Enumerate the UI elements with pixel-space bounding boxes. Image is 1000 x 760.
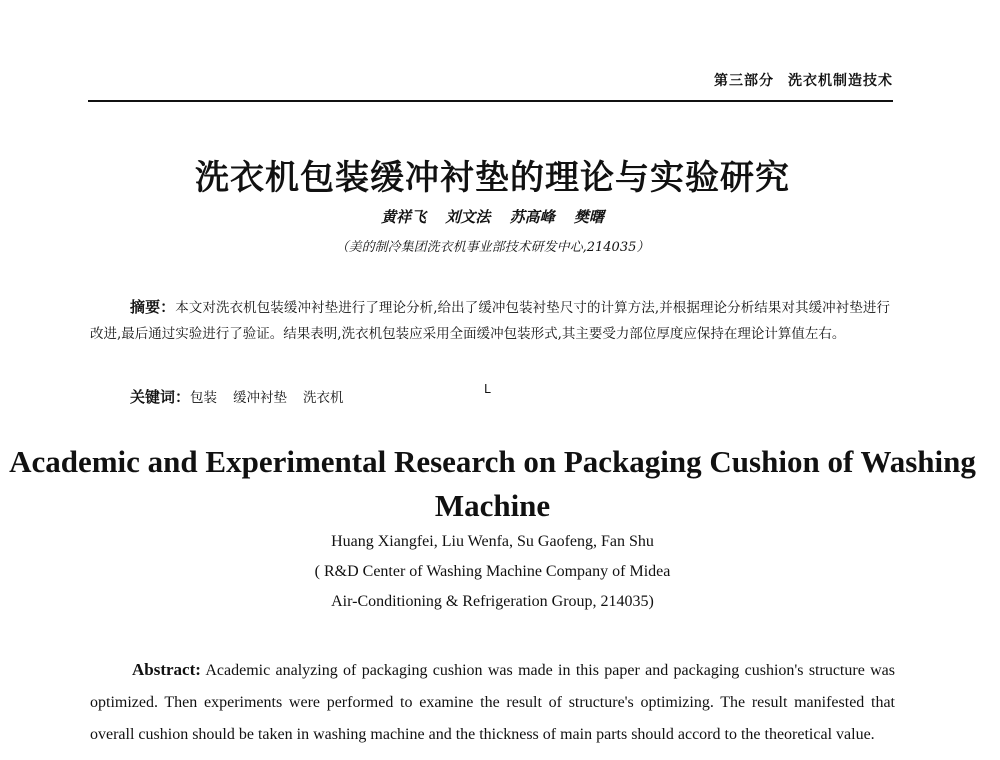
abstract-english: [90, 654, 895, 751]
affiliation-chinese: （美的制冷集团洗衣机事业部技术研发中心,214035）: [335, 240, 650, 255]
keywords-label: 关键词：: [130, 388, 191, 406]
affiliation-english-line2: Air-Conditioning & Refrigeration Group, 214035): [331, 593, 654, 610]
abstract-chinese: [90, 294, 890, 347]
title-chinese: 洗衣机包装缓冲衬垫的理论与实验研究: [195, 158, 790, 198]
stray-mark: L: [484, 382, 491, 396]
header-rule: [88, 100, 893, 102]
authors-english: Huang Xiangfei, Liu Wenfa, Su Gaofeng, Fan Shu: [331, 533, 654, 550]
authors-chinese: 黄祥飞 刘文法 苏高峰 樊曙: [381, 208, 604, 226]
running-header: [88, 70, 893, 90]
header-topic: 洗衣机制造技术: [788, 73, 893, 89]
abstract-english-text: Academic analyzing of packaging cushion was made in this paper and packaging cushion's structure was optimized. Then experiments were performed to examine the result of structure's optimizing. The result manifested that overall cushion should be taken in washing machine and the thickness of main parts should accord to the theoretical value.: [90, 662, 895, 743]
abstract-chinese-label: 摘要：: [130, 298, 176, 316]
abstract-chinese-text: 本文对洗衣机包装缓冲衬垫进行了理论分析,给出了缓冲包装衬垫尺寸的计算方法,并根据理论分析结果对其缓冲衬垫进行改进,最后通过实验进行了验证。结果表明,洗衣机包装应采用全面缓冲包装形式,其主要受力部位厚度应保持在理论计算值左右。: [90, 300, 890, 342]
affiliation-english-line1: ( R&D Center of Washing Machine Company of Midea: [314, 563, 671, 580]
keyword: 洗衣机: [303, 390, 344, 406]
keyword: 缓冲衬垫: [233, 390, 288, 406]
title-english: Academic and Experimental Research on Packaging Cushion of Washing Machine: [9, 444, 976, 523]
abstract-english-label: Abstract:: [132, 660, 201, 679]
keywords: [130, 386, 360, 407]
keyword: 包装: [190, 390, 218, 406]
header-section: 第三部分: [714, 73, 774, 89]
